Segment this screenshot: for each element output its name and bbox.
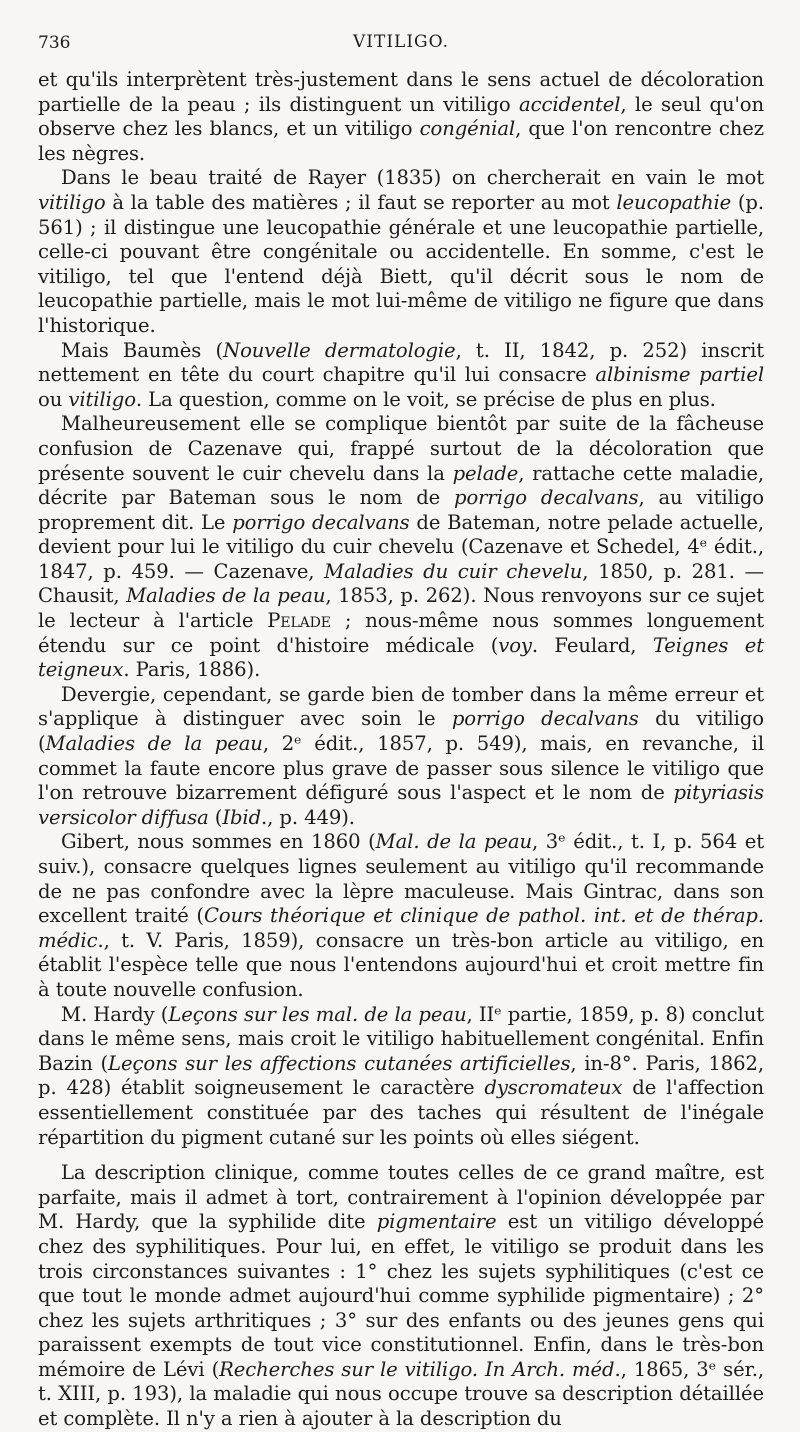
text-run: à la table des matières ; il faut se reporter au mot	[105, 190, 617, 214]
text-run: de l'affection essentiellement constituée par des taches qui résultent de l'inégale répartition du pigment cutané sur les points où elles siégent.	[38, 1076, 764, 1149]
italic-text: dyscromateux	[484, 1076, 623, 1100]
italic-text: Leçons sur les affections cutanées artificielles	[108, 1051, 571, 1075]
page-number: 736	[38, 33, 71, 53]
text-run: ., p. 449).	[261, 805, 355, 829]
italic-text: Maladies de la peau	[45, 732, 263, 756]
italic-text: Ibid	[222, 805, 262, 829]
page-header	[38, 30, 764, 68]
paragraph	[38, 68, 764, 166]
text-run: ou	[38, 387, 69, 411]
italic-text: pigmentaire	[376, 1210, 497, 1234]
italic-text: Nouvelle dermatologie	[223, 338, 456, 362]
italic-text: accidentel	[519, 92, 621, 116]
italic-text: Mal. de la peau	[375, 830, 533, 854]
text-run: , 2ᵉ édit., 1857, p. 549), mais, en revanche, il commet la faute encore plus grave de passer sous silence le vitiligo que l'on retrouve bizarrement défiguré sous l'aspect et le nom de	[38, 732, 764, 805]
italic-text: vitiligo	[38, 190, 106, 214]
italic-text: congénial	[419, 117, 516, 141]
text-run: , 1850, p. 281. — Chausit,	[38, 559, 764, 608]
paragraph	[38, 830, 764, 1002]
paragraph	[38, 1003, 764, 1151]
italic-text: Recherches sur le vitiligo. In Arch. méd	[219, 1357, 615, 1381]
text-run: , t. II, 1842, p. 252) inscrit nettement en tête du court chapitre qu'il lui consacre	[38, 338, 765, 387]
text-run: Devergie, cependant, se garde bien de tomber dans la même erreur et s'applique à distinguer avec soin le	[38, 682, 764, 731]
text-run: ., t. V. Paris, 1859), consacre un très-bon article au vitiligo, en établit l'espèce telle que nous l'entendons aujourd'hui et croit mettre fin à toute nouvelle confusion.	[38, 928, 764, 1001]
italic-text: voy	[498, 633, 532, 657]
text-run: ; nous-même nous sommes longuement étendu sur ce point d'histoire médicale (	[38, 609, 765, 657]
paragraph	[38, 683, 764, 831]
italic-text: porrigo decalvans	[232, 510, 410, 534]
text-run: Gibert, nous sommes en 1860 (	[61, 830, 376, 854]
text-run: (p. 561) ; il distingue une leucopathie générale et une leucopathie partielle, celle-ci pouvant être congénitale ou accidentelle. En somme, c'est le vitiligo, tel que l'entend déjà Biett, qu'il décrit sous le nom de leucopathie partielle, mais le mot lui-même de vitiligo ne figure que dans l'historique.	[38, 190, 764, 337]
paragraph	[38, 412, 764, 683]
running-title: VITILIGO.	[353, 32, 449, 52]
italic-text: vitiligo	[68, 387, 136, 411]
italic-text: porrigo decalvans	[454, 486, 639, 510]
italic-text: porrigo decalvans	[451, 707, 639, 731]
text-run: Mais Baumès (	[61, 338, 224, 362]
text-run: , que l'on rencontre chez les nègres.	[38, 117, 764, 165]
text-run: M. Hardy (	[61, 1002, 169, 1026]
italic-text: pityriasis versicolor diffusa	[38, 781, 764, 829]
small-caps-text: Pelade	[267, 609, 331, 633]
text-run: Dans le beau traité de Rayer (1835) on chercherait en vain le mot	[61, 166, 764, 190]
text-run: Malheureusement elle se complique bientôt par suite de la fâcheuse confusion de Cazenave qui, frappé surtout de la décoloration que présente souvent le cuir chevelu dans la	[38, 412, 764, 485]
italic-text: Teignes et teigneux	[38, 633, 764, 682]
paragraph	[38, 166, 764, 338]
italic-text: Leçons sur les mal. de la peau	[168, 1002, 467, 1026]
italic-text: Maladies du cuir chevelu	[324, 559, 583, 583]
text-run: . Feulard,	[531, 633, 653, 657]
paragraph	[38, 339, 764, 413]
text-run: , IIᵉ partie, 1859, p. 8) conclut dans le même sens, mais croit le vitiligo habituellement congénital. Enfin Bazin (	[38, 1002, 764, 1075]
text-run: ., 1865, 3ᵉ sér., t. XIII, p. 193), la maladie qui nous occupe trouve sa description détaillée et complète. Il n'y a rien à ajouter à la description du	[38, 1357, 764, 1431]
text-run: de Bateman, notre pelade actuelle, devient pour lui le vitiligo du cuir chevelu (Cazenave et Schedel, 4ᵉ édit., 1847, p. 459. — Cazenave,	[38, 510, 764, 583]
text-run: . Paris, 1886).	[123, 658, 261, 682]
text-run: du vitiligo (	[38, 707, 764, 756]
italic-text: Cours théorique et clinique de pathol. int. et de thérap. médic	[38, 904, 765, 952]
italic-text: albinisme partiel	[595, 363, 764, 387]
italic-text: Maladies de la peau	[126, 584, 326, 608]
text-run: est un vitiligo développé chez des syphilitiques. Pour lui, en effet, le vitiligo se produit dans les trois circonstances suivantes : 1° chez les sujets syphilitiques (c'est ce que tout le monde admet aujourd'hui comme syphilide pigmentaire) ; 2° chez les sujets arthritiques ; 3° sur des enfants ou des jeunes gens qui paraissent exempts de tout vice constitutionnel. Enfin, dans le très-bon mémoire de Lévi (	[38, 1210, 764, 1381]
text-run: (	[208, 805, 223, 829]
text-run: . La question, comme on le voit, se précise de plus en plus.	[135, 387, 716, 411]
text-run: , rattache cette maladie, décrite par Bateman sous le nom de	[38, 461, 764, 510]
page-body	[38, 68, 764, 1432]
text-run: , au vitiligo proprement dit. Le	[38, 486, 764, 534]
italic-text: leucopathie	[616, 190, 732, 214]
text-run: La description clinique, comme toutes celles de ce grand maître, est parfaite, mais il admet à tort, contrairement à l'opinion développée par M. Hardy, que la syphilide dite	[38, 1161, 764, 1234]
paragraph	[38, 1161, 764, 1432]
italic-text: pelade	[452, 461, 519, 485]
text-run: , 1853, p. 262). Nous renvoyons sur ce sujet le lecteur à l'article	[38, 584, 764, 633]
text-run: , in-8°. Paris, 1862, p. 428) établit soigneusement le caractère	[38, 1051, 764, 1100]
text-run: et qu'ils interprètent très-justement dans le sens actuel de décoloration partielle de la peau ; ils distinguent un vitiligo	[38, 68, 764, 116]
text-run: , 3ᵉ édit., t. I, p. 564 et suiv.), consacre quelques lignes seulement au vitiligo qu'il recommande de ne pas confondre avec la lèpre maculeuse. Mais Gintrac, dans son excellent traité (	[38, 830, 765, 928]
text-run: , le seul qu'on observe chez les blancs, et un vitiligo	[38, 92, 764, 141]
